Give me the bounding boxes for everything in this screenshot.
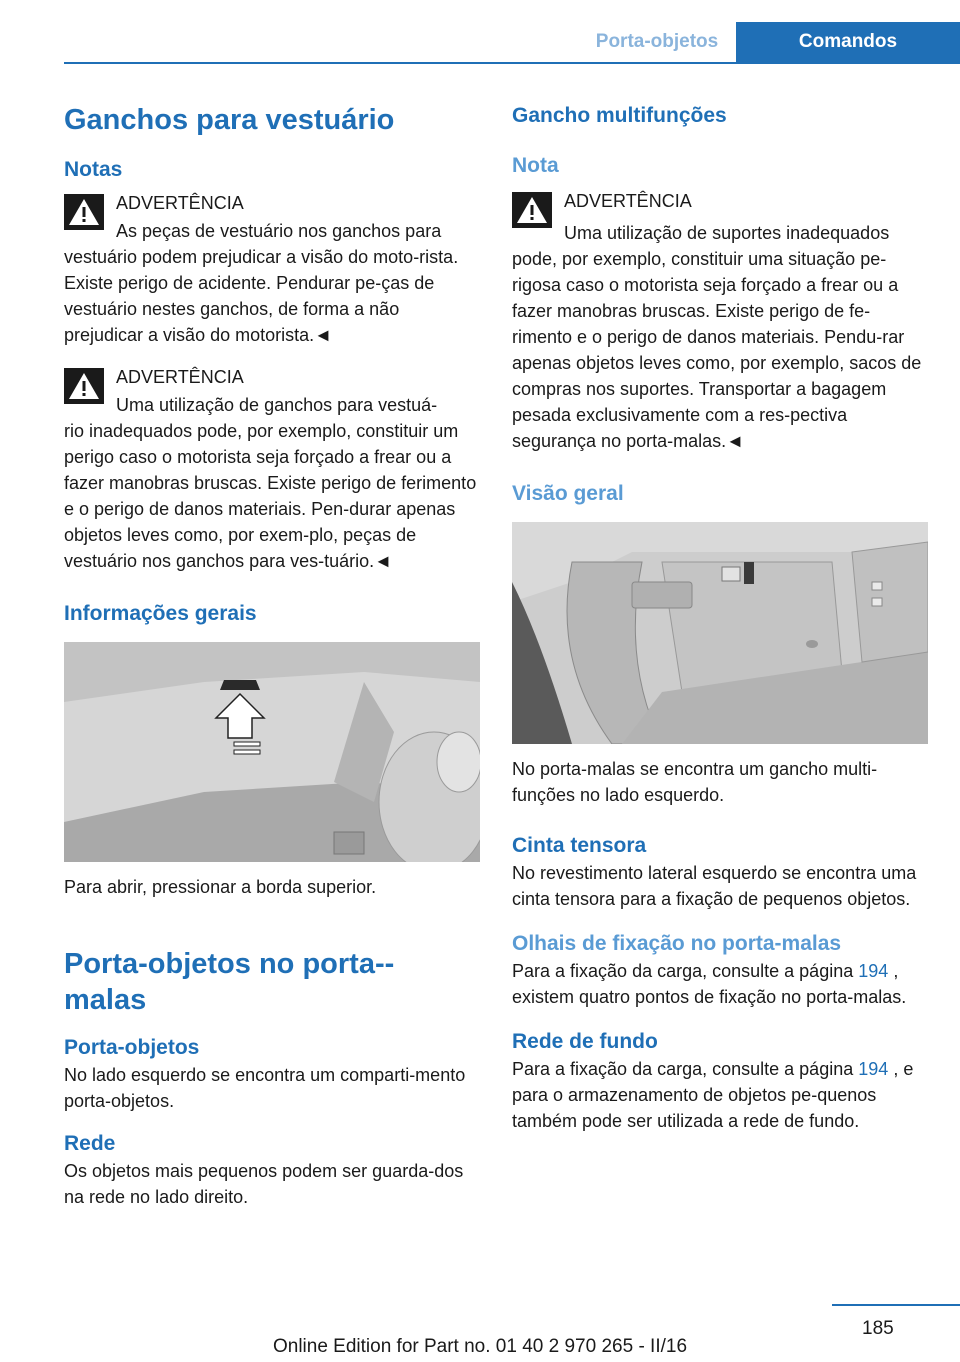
net-heading: Rede — [64, 1132, 116, 1155]
warning-lead: Uma utilização de suportes inadequados — [564, 223, 890, 243]
note-heading: Nota — [512, 154, 559, 177]
footer-rule — [832, 1304, 960, 1306]
floor-net-text-a: Para a fixação da carga, consulte a página — [512, 1059, 854, 1079]
left-column — [64, 96, 480, 1210]
warning-label: ADVERTÊNCIA — [116, 367, 244, 387]
lashing-eyes-text — [512, 958, 928, 1010]
warning-block — [64, 190, 480, 348]
floor-net-text — [512, 1056, 928, 1134]
multifunction-hook-heading: Gancho multifunções — [512, 104, 727, 127]
warning-label: ADVERTÊNCIA — [564, 191, 692, 211]
warning-triangle-icon — [64, 194, 104, 230]
page-number: 185 — [862, 1318, 894, 1339]
edition-footer: Online Edition for Part no. 01 40 2 970 265 - II/16 — [272, 1336, 688, 1357]
warning-lead: As peças de vestuário nos ganchos para — [116, 221, 442, 241]
warning-lead: Uma utilização de ganchos para vestuá- — [116, 395, 438, 415]
general-info-heading: Informações gerais — [64, 602, 257, 625]
warning-block — [64, 364, 480, 574]
floor-net-heading: Rede de fundo — [512, 1030, 658, 1053]
storage-heading: Porta-objetos — [64, 1036, 200, 1059]
header-rule — [64, 62, 960, 64]
right-column — [512, 96, 928, 1134]
overview-heading: Visão geral — [512, 482, 624, 505]
warning-body: pode, por exemplo, constituir uma situação pe-rigosa caso o motorista seja forçado a frear ou a fazer manobras bruscas. Existe perigo de fe-rimento e o perigo de danos materiais. Pendu-rar apenas objetos leves como, por exemplo, sacos de compras nos suportes. Transportar a bagagem pesada exclusivamente com a res-pectiva segurança no porta-malas.◄ — [512, 249, 922, 451]
header-chapter-tab[interactable]: Comandos — [736, 22, 960, 62]
lashing-eyes-text-a: Para a fixação da carga, consulte a página — [512, 961, 854, 981]
strap-text: No revestimento lateral esquerdo se encontra uma cinta tensora para a fixação de pequenos objetos. — [512, 863, 917, 909]
warning-block — [512, 188, 928, 454]
trunk-photo — [512, 522, 928, 744]
photo-caption: Para abrir, pressionar a borda superior. — [64, 877, 377, 897]
warning-body: rio inadequados pode, por exemplo, constituir um perigo caso o motorista seja forçado a frear ou a fazer manobras bruscas. Existe perigo de ferimento e o perigo de danos materiais. Pen-durar apenas objetos leves como, por exem-plo, peças de vestuário nos ganchos para ves-tuário.◄ — [64, 421, 477, 571]
coat-hook-photo — [64, 642, 480, 862]
page-link[interactable]: 194 — [858, 961, 889, 981]
warning-triangle-icon — [64, 368, 104, 404]
page-link[interactable]: 194 — [858, 1059, 889, 1079]
storage-text: No lado esquerdo se encontra um comparti-mento porta-objetos. — [64, 1065, 466, 1111]
coat-hook-illustration — [64, 642, 480, 862]
floor-net-text-b: , e para o armazenamento de objetos pe-quenos também pode ser utilizada a rede de fundo. — [512, 1059, 914, 1131]
section-title-hooks: Ganchos para vestuário — [64, 104, 395, 136]
lashing-eyes-text-b: , existem quatro pontos de fixação no porta-malas. — [512, 961, 907, 1007]
warning-label: ADVERTÊNCIA — [116, 193, 244, 213]
photo-caption: No porta-malas se encontra um gancho multi-funções no lado esquerdo. — [512, 759, 878, 805]
section-title-storage: Porta-objetos no porta--malas — [64, 948, 395, 1016]
notes-heading: Notas — [64, 158, 123, 181]
trunk-illustration — [512, 522, 928, 744]
net-text: Os objetos mais pequenos podem ser guarda-dos na rede no lado direito. — [64, 1161, 464, 1207]
header-section-tab[interactable]: Porta-objetos — [595, 31, 719, 52]
strap-heading: Cinta tensora — [512, 834, 647, 857]
lashing-eyes-heading: Olhais de fixação no porta-malas — [512, 932, 842, 955]
warning-triangle-icon — [512, 192, 552, 228]
warning-body: vestuário podem prejudicar a visão do moto-rista. Existe perigo de acidente. Pendurar pe-ças de vestuário nestes ganchos, de forma a não prejudicar a visão do motorista.◄ — [64, 247, 459, 345]
